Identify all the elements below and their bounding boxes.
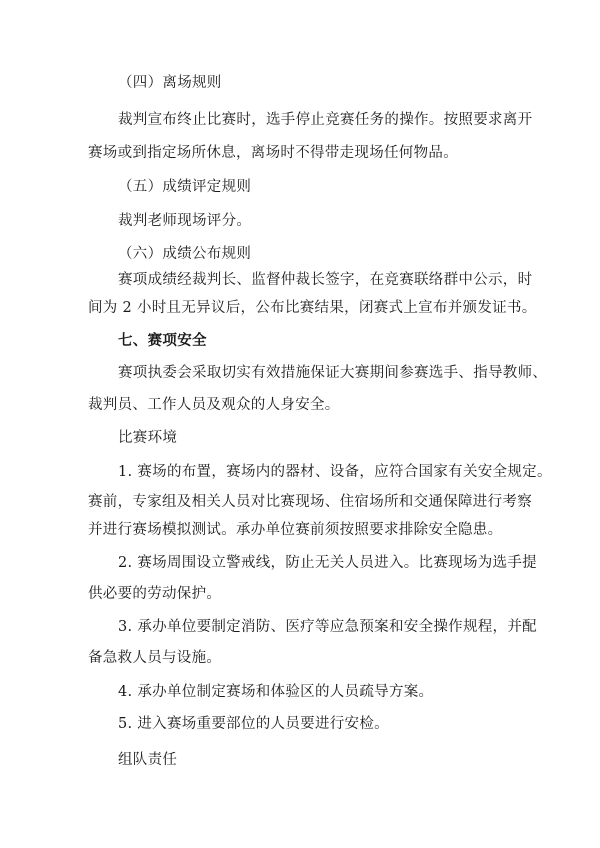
subheading-departure-rules: （四）离场规则 (118, 75, 222, 91)
paragraph-line: 备急救人员与设施。 (88, 650, 222, 666)
subheading-score-rules: （五）成绩评定规则 (118, 179, 252, 195)
list-item-line: 2. 赛场周围设立警戒线，防止无关人员进入。比赛现场为选手提 (118, 555, 537, 571)
paragraph-line: 裁判老师现场评分。 (118, 213, 252, 229)
paragraph-line: 裁判宣布终止比赛时，选手停止竞赛任务的操作。按照要求离开 (118, 112, 533, 128)
paragraph-line: 裁判员、工作人员及观众的人身安全。 (88, 397, 340, 413)
list-item-line: 4. 承办单位制定赛场和体验区的人员疏导方案。 (118, 684, 434, 700)
paragraph-line: 供必要的劳动保护。 (88, 586, 222, 602)
subheading-publish-rules: （六）成绩公布规则 (118, 246, 252, 262)
list-item-line: 3. 承办单位要制定消防、医疗等应急预案和安全操作规程，并配 (118, 619, 537, 635)
subheading-environment: 比赛环境 (118, 430, 178, 446)
paragraph-line: 并进行赛场模拟测试。承办单位赛前须按照要求排除安全隐患。 (88, 522, 503, 538)
paragraph-line: 间为 2 小时且无异议后，公布比赛结果，闭赛式上宣布并颁发证书。 (88, 300, 537, 316)
paragraph-line: 赛项成绩经裁判长、监督仲裁长签字，在竞赛联络群中公示，时 (118, 272, 533, 288)
paragraph-line: 赛前，专家组及相关人员对比赛现场、住宿场所和交通保障进行考察 (88, 494, 532, 510)
paragraph-line: 赛场或到指定场所休息，离场时不得带走现场任何物品。 (88, 145, 458, 161)
subheading-team-responsibility: 组队责任 (118, 752, 178, 768)
list-item-line: 5. 进入赛场重要部位的人员要进行安检。 (118, 716, 389, 732)
section-heading-safety: 七、赛项安全 (118, 333, 207, 349)
paragraph-line: 赛项执委会采取切实有效措施保证大赛期间参赛选手、指导教师、 (118, 365, 548, 381)
list-item-line: 1. 赛场的布置，赛场内的器材、设备，应符合国家有关安全规定。 (118, 464, 552, 480)
